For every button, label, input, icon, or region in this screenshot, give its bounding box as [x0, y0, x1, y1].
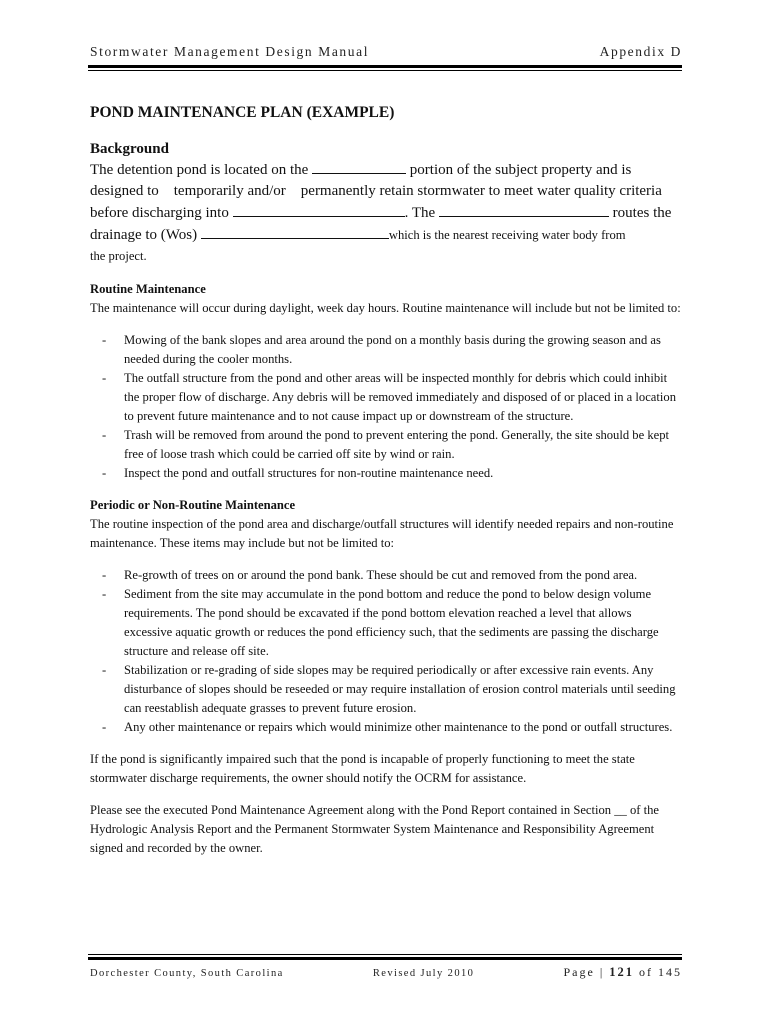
appendix-label: Appendix D — [599, 44, 682, 59]
periodic-intro: The routine inspection of the pond area and discharge/outfall structures will identify needed repairs and non-routine maintenance. These items may include but not be limited to: — [90, 517, 674, 550]
page-footer — [90, 965, 682, 980]
list-item: - Trash will be removed from around the pond to prevent entering the pond. Generally, the site should be kept free of loose trash which could be carried off site by wind or rain. — [102, 428, 670, 461]
background-paragraph: The detention pond is located on the portion of the subject property and is designed to temporarily and/or permanently retain stormwater to meet water quality criteria before discharging into . The routes the drainage to (Wos) which is the nearest receiving water body from the project. — [90, 159, 682, 267]
document-title: POND MAINTENANCE PLAN (EXAMPLE) — [90, 104, 395, 121]
location-blank — [312, 159, 406, 174]
discharge-blank — [233, 202, 405, 217]
routine-intro: The maintenance will occur during daylight, week day hours. Routine maintenance will include but not be limited to: — [90, 301, 681, 315]
manual-title: Stormwater Management Design Manual — [90, 44, 370, 59]
list-item: - Re-growth of trees on or around the pond bank. These should be cut and removed from the pond area. — [102, 568, 638, 582]
page-header — [90, 44, 682, 60]
current-page: 121 — [609, 965, 634, 979]
list-item: - Inspect the pond and outfall structures for non-routine maintenance need. — [102, 466, 494, 480]
county-label: Dorchester County, South Carolina — [90, 968, 284, 979]
list-item: - Sediment from the site may accumulate in the pond bottom and reduce the pond to below design volume requirements. The pond should be excavated if the pond bottom elevation reached a level that allows excessive aquatic growth or reduces the pond efficiency such, that the sediments are passing the discharge structure and release off site. — [102, 587, 659, 658]
list-item: - Any other maintenance or repairs which would minimize other maintenance to the pond or outfall structures. — [102, 720, 673, 734]
header-rule — [88, 65, 682, 71]
closing-paragraph-1: If the pond is significantly impaired such that the pond is incapable of properly functioning to meet the state stormwater discharge requirements, the owner should notify the OCRM for assistance. — [90, 752, 635, 785]
closing-paragraph-2: Please see the executed Pond Maintenance Agreement along with the Pond Report contained in Section __ of the Hydrologic Analysis Report and the Permanent Stormwater System Maintenance and Responsibility Agreement signed and recorded by the owner. — [90, 803, 660, 855]
footer-rule — [88, 954, 682, 960]
background-heading: Background — [90, 141, 169, 157]
list-item: - Mowing of the bank slopes and area around the pond on a monthly basis during the growing season and as needed during the cooler months. — [102, 333, 661, 366]
periodic-heading: Periodic or Non-Routine Maintenance — [90, 498, 296, 512]
revision-label: Revised July 2010 — [372, 968, 475, 979]
routine-list — [90, 331, 682, 483]
list-item: - The outfall structure from the pond and other areas will be inspected monthly for debris which could inhibit the proper flow of discharge. Any debris will be removed immediately and disposed of or placed in a location to prevent future maintenance and to not cause impact up or downstream of the structure. — [102, 371, 676, 423]
document-body — [90, 103, 682, 858]
periodic-list — [90, 566, 682, 737]
wos-blank — [201, 224, 389, 239]
page-number: Page | 121 of 145 — [563, 965, 682, 979]
list-item: - Stabilization or re-grading of side slopes may be required periodically or after excessive rain events. Any disturbance of slopes should be reseeded or may require installation of erosion control materials until seeding can reestablish adequate grasses to prevent future erosion. — [102, 663, 676, 715]
routine-heading: Routine Maintenance — [90, 282, 206, 296]
routing-blank — [439, 202, 609, 217]
